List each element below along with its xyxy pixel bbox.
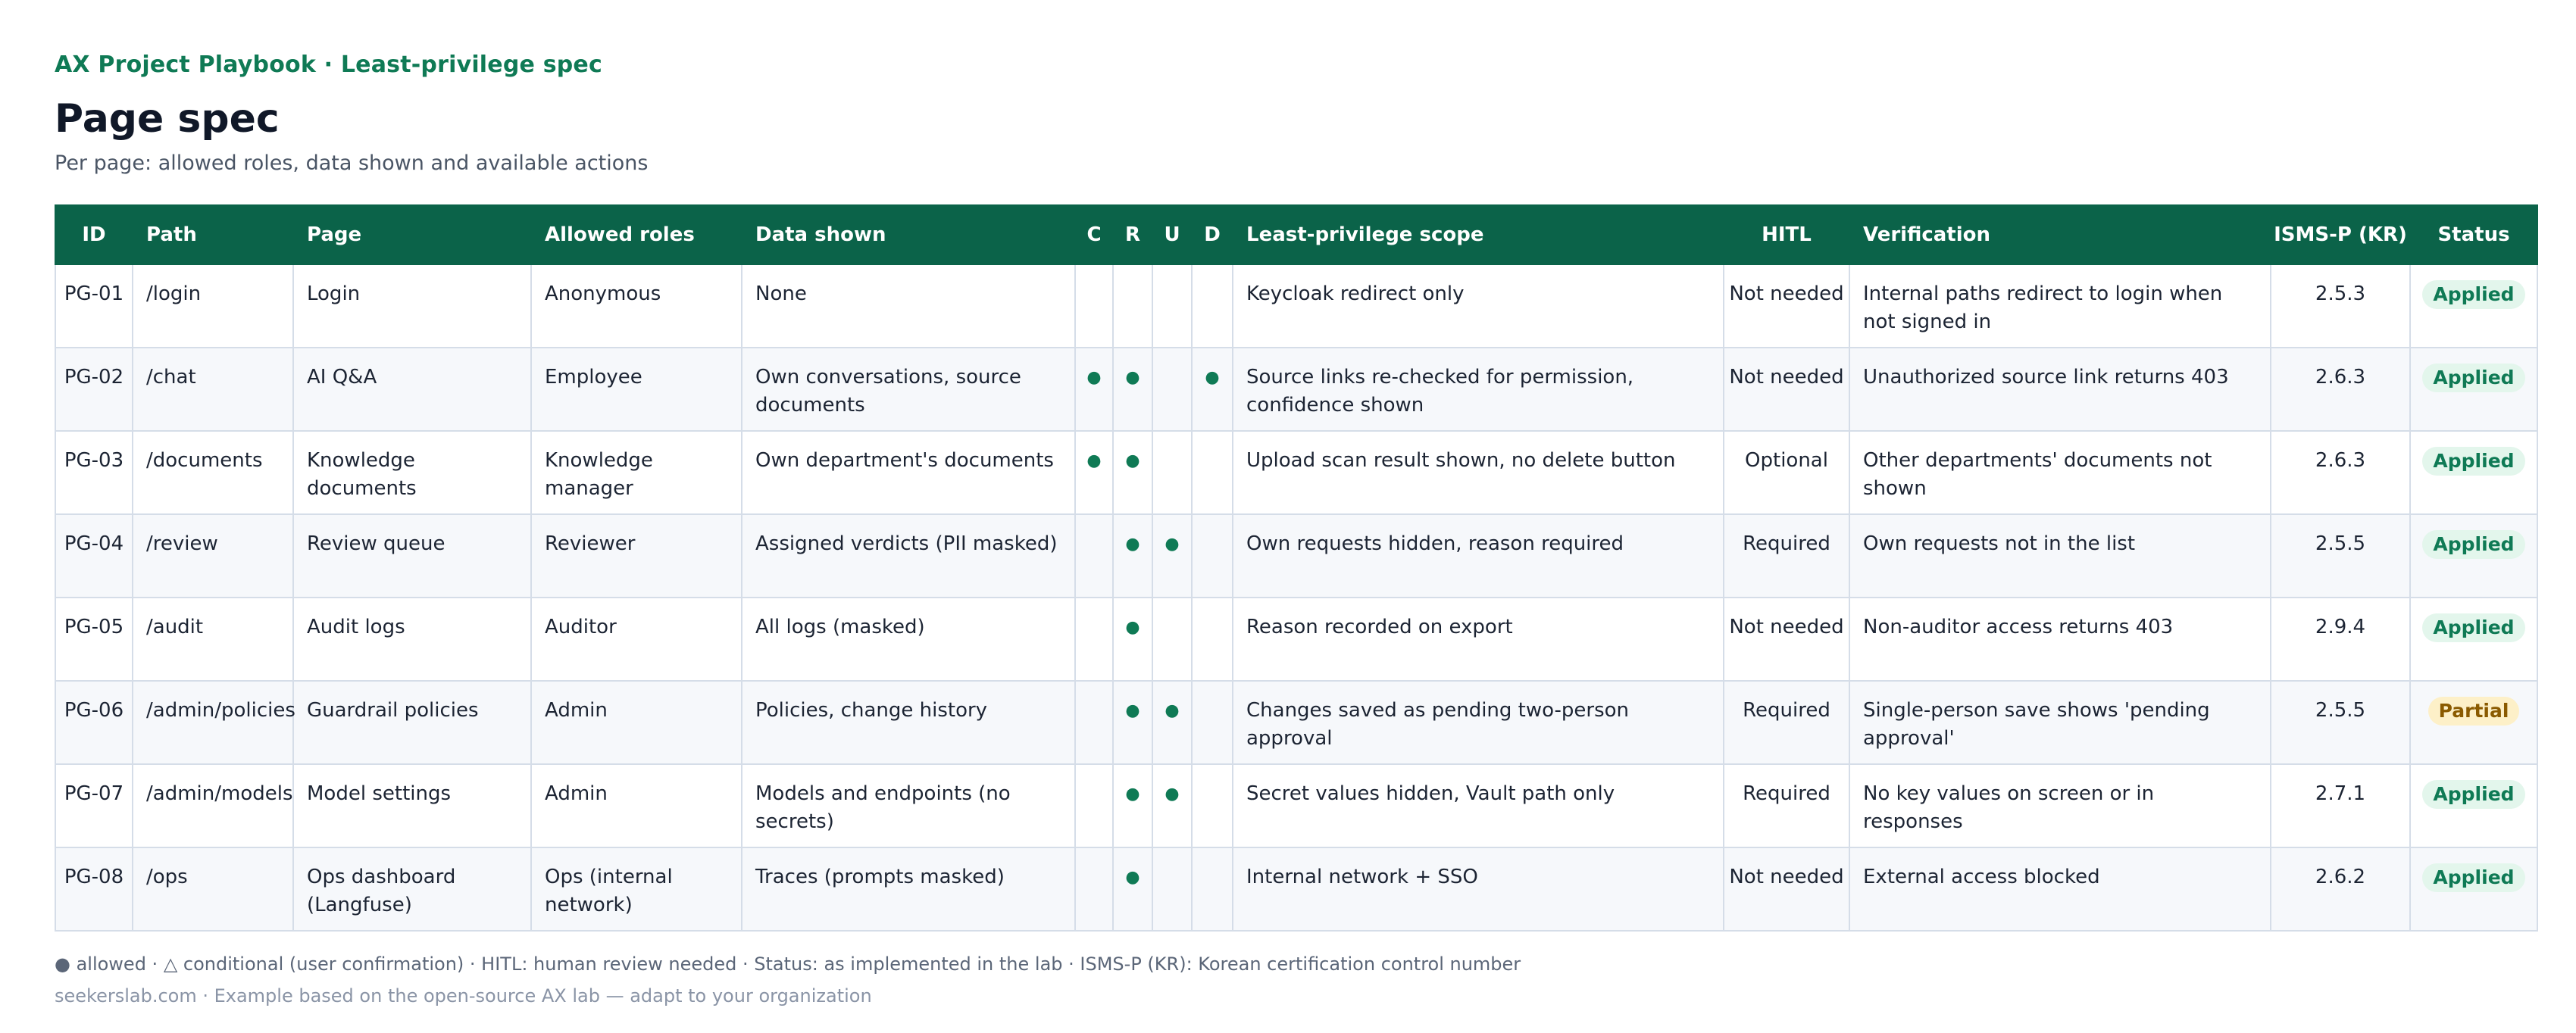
cell-data: None <box>742 264 1075 348</box>
cell-verification: External access blocked <box>1849 847 2271 931</box>
cell-d <box>1192 847 1233 931</box>
status-badge: Applied <box>2422 530 2524 559</box>
cell-hitl: Not needed <box>1724 348 1849 431</box>
cell-status <box>2410 348 2537 431</box>
cell-c <box>1075 764 1113 847</box>
cell-data: Own department's documents <box>742 431 1075 514</box>
cell-r: ● <box>1113 764 1152 847</box>
cell-u: ● <box>1152 681 1192 764</box>
table-row <box>55 514 2537 598</box>
cell-status <box>2410 264 2537 348</box>
cell-d <box>1192 598 1233 681</box>
col-header-isms: ISMS-P (KR) <box>2271 205 2410 264</box>
cell-isms: 2.5.5 <box>2271 681 2410 764</box>
cell-d <box>1192 681 1233 764</box>
cell-scope: Keycloak redirect only <box>1233 264 1724 348</box>
cell-id: PG-03 <box>55 431 133 514</box>
status-badge: Applied <box>2422 863 2524 892</box>
cell-u <box>1152 847 1192 931</box>
cell-d: ● <box>1192 348 1233 431</box>
col-header-roles: Allowed roles <box>531 205 742 264</box>
cell-r: ● <box>1113 681 1152 764</box>
cell-path: /audit <box>133 598 293 681</box>
table-header-row <box>55 205 2537 264</box>
cell-hitl: Required <box>1724 514 1849 598</box>
cell-isms: 2.6.3 <box>2271 431 2410 514</box>
col-header-data: Data shown <box>742 205 1075 264</box>
cell-path: /ops <box>133 847 293 931</box>
cell-c <box>1075 514 1113 598</box>
cell-verification: Single-person save shows 'pending approval' <box>1849 681 2271 764</box>
legend: ● allowed · △ conditional (user confirmation) · HITL: human review needed · Status: as implemented in the lab · ISMS-P (KR): Korean certification control number <box>55 953 1521 975</box>
table-row <box>55 431 2537 514</box>
cell-c: ● <box>1075 348 1113 431</box>
status-badge: Applied <box>2422 447 2524 476</box>
cell-verification: Unauthorized source link returns 403 <box>1849 348 2271 431</box>
cell-page: Ops dashboard (Langfuse) <box>293 847 531 931</box>
cell-scope: Changes saved as pending two-person approval <box>1233 681 1724 764</box>
cell-isms: 2.7.1 <box>2271 764 2410 847</box>
cell-roles: Admin <box>531 681 742 764</box>
cell-isms: 2.5.5 <box>2271 514 2410 598</box>
cell-hitl: Required <box>1724 764 1849 847</box>
cell-u: ● <box>1152 514 1192 598</box>
eyebrow: AX Project Playbook · Least-privilege spec <box>55 51 602 78</box>
status-badge: Partial <box>2428 697 2520 726</box>
cell-path: /chat <box>133 348 293 431</box>
cell-data: Own conversations, source documents <box>742 348 1075 431</box>
cell-scope: Upload scan result shown, no delete button <box>1233 431 1724 514</box>
cell-verification: No key values on screen or in responses <box>1849 764 2271 847</box>
cell-u <box>1152 431 1192 514</box>
page-spec-table <box>55 204 2538 932</box>
cell-page: Knowledge documents <box>293 431 531 514</box>
cell-hitl: Optional <box>1724 431 1849 514</box>
cell-hitl: Not needed <box>1724 264 1849 348</box>
cell-isms: 2.5.3 <box>2271 264 2410 348</box>
cell-r: ● <box>1113 847 1152 931</box>
cell-u <box>1152 348 1192 431</box>
cell-scope: Internal network + SSO <box>1233 847 1724 931</box>
cell-isms: 2.6.3 <box>2271 348 2410 431</box>
cell-id: PG-01 <box>55 264 133 348</box>
cell-scope: Reason recorded on export <box>1233 598 1724 681</box>
table-row <box>55 348 2537 431</box>
cell-id: PG-06 <box>55 681 133 764</box>
page-title: Page spec <box>55 96 280 142</box>
status-badge: Applied <box>2422 364 2524 392</box>
cell-roles: Auditor <box>531 598 742 681</box>
cell-status <box>2410 431 2537 514</box>
status-badge: Applied <box>2422 780 2524 809</box>
cell-verification: Other departments' documents not shown <box>1849 431 2271 514</box>
cell-roles: Employee <box>531 348 742 431</box>
cell-d <box>1192 431 1233 514</box>
cell-status <box>2410 681 2537 764</box>
cell-roles: Admin <box>531 764 742 847</box>
status-badge: Applied <box>2422 280 2524 309</box>
cell-page: AI Q&A <box>293 348 531 431</box>
cell-id: PG-04 <box>55 514 133 598</box>
cell-r: ● <box>1113 514 1152 598</box>
cell-roles: Reviewer <box>531 514 742 598</box>
cell-r: ● <box>1113 431 1152 514</box>
col-header-scope: Least-privilege scope <box>1233 205 1724 264</box>
cell-roles: Ops (internal network) <box>531 847 742 931</box>
table-row <box>55 598 2537 681</box>
cell-d <box>1192 764 1233 847</box>
cell-page: Model settings <box>293 764 531 847</box>
table-row <box>55 847 2537 931</box>
cell-data: Assigned verdicts (PII masked) <box>742 514 1075 598</box>
col-header-u: U <box>1152 205 1192 264</box>
page-subtitle: Per page: allowed roles, data shown and available actions <box>55 151 649 175</box>
cell-verification: Own requests not in the list <box>1849 514 2271 598</box>
status-badge: Applied <box>2422 613 2524 642</box>
cell-roles: Anonymous <box>531 264 742 348</box>
cell-u: ● <box>1152 764 1192 847</box>
cell-c <box>1075 847 1113 931</box>
cell-path: /review <box>133 514 293 598</box>
cell-u <box>1152 264 1192 348</box>
col-header-d: D <box>1192 205 1233 264</box>
cell-hitl: Required <box>1724 681 1849 764</box>
table-row <box>55 681 2537 764</box>
cell-id: PG-02 <box>55 348 133 431</box>
cell-r: ● <box>1113 348 1152 431</box>
col-header-r: R <box>1113 205 1152 264</box>
cell-data: Policies, change history <box>742 681 1075 764</box>
cell-r: ● <box>1113 598 1152 681</box>
cell-path: /login <box>133 264 293 348</box>
cell-c: ● <box>1075 431 1113 514</box>
cell-page: Audit logs <box>293 598 531 681</box>
cell-u <box>1152 598 1192 681</box>
footer-source: seekerslab.com · Example based on the open-source AX lab — adapt to your organization <box>55 985 872 1006</box>
col-header-c: C <box>1075 205 1113 264</box>
cell-scope: Source links re-checked for permission, confidence shown <box>1233 348 1724 431</box>
cell-roles: Knowledge manager <box>531 431 742 514</box>
cell-hitl: Not needed <box>1724 598 1849 681</box>
cell-id: PG-07 <box>55 764 133 847</box>
cell-data: Traces (prompts masked) <box>742 847 1075 931</box>
col-header-page: Page <box>293 205 531 264</box>
col-header-verification: Verification <box>1849 205 2271 264</box>
cell-status <box>2410 514 2537 598</box>
cell-status <box>2410 847 2537 931</box>
col-header-path: Path <box>133 205 293 264</box>
cell-d <box>1192 514 1233 598</box>
cell-isms: 2.6.2 <box>2271 847 2410 931</box>
cell-c <box>1075 598 1113 681</box>
col-header-hitl: HITL <box>1724 205 1849 264</box>
cell-status <box>2410 598 2537 681</box>
table-row <box>55 264 2537 348</box>
cell-status <box>2410 764 2537 847</box>
col-header-status: Status <box>2410 205 2537 264</box>
cell-data: Models and endpoints (no secrets) <box>742 764 1075 847</box>
cell-page: Guardrail policies <box>293 681 531 764</box>
cell-data: All logs (masked) <box>742 598 1075 681</box>
cell-hitl: Not needed <box>1724 847 1849 931</box>
cell-verification: Internal paths redirect to login when not signed in <box>1849 264 2271 348</box>
cell-path: /admin/models <box>133 764 293 847</box>
cell-id: PG-05 <box>55 598 133 681</box>
cell-page: Login <box>293 264 531 348</box>
cell-d <box>1192 264 1233 348</box>
cell-scope: Own requests hidden, reason required <box>1233 514 1724 598</box>
cell-verification: Non-auditor access returns 403 <box>1849 598 2271 681</box>
cell-page: Review queue <box>293 514 531 598</box>
cell-r <box>1113 264 1152 348</box>
cell-path: /documents <box>133 431 293 514</box>
cell-c <box>1075 681 1113 764</box>
cell-scope: Secret values hidden, Vault path only <box>1233 764 1724 847</box>
table-row <box>55 764 2537 847</box>
cell-isms: 2.9.4 <box>2271 598 2410 681</box>
col-header-id: ID <box>55 205 133 264</box>
cell-c <box>1075 264 1113 348</box>
cell-path: /admin/policies <box>133 681 293 764</box>
cell-id: PG-08 <box>55 847 133 931</box>
